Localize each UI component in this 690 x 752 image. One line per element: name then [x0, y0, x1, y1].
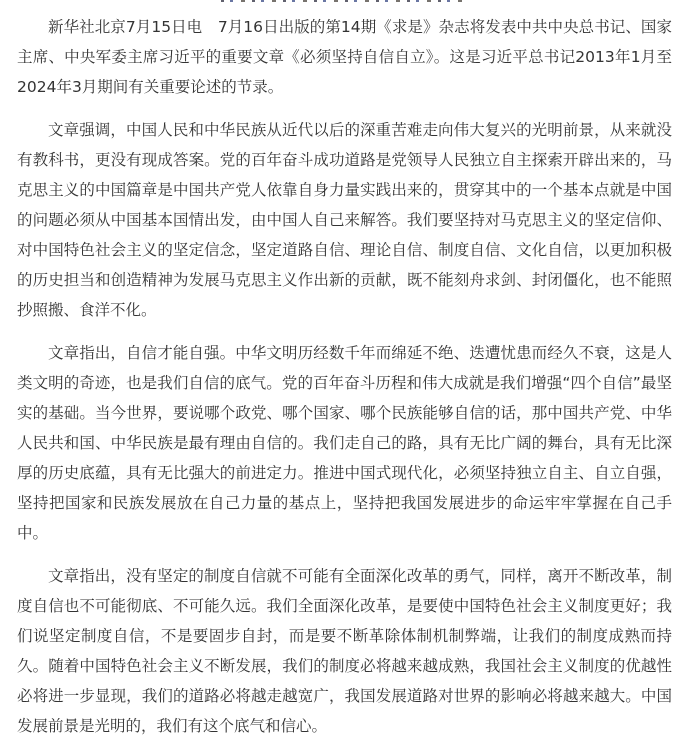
article-paragraph: 文章指出，没有坚定的制度自信就不可能有全面深化改革的勇气，同样，离开不断改革，制度自信也不可能彻底、不可能久远。我们全面深化改革，是要使中国特色社会主义制度更好；我们说坚定制度自信，不是要固步自封，而是要不断革除体制机制弊端，让我们的制度成熟而持久。随着中国特色社会主义不断发展，我们的制度必将越来越成熟，我国社会主义制度的优越性必将进一步显现，我们的道路必将越走越宽广，我国发展道路对世界的影响必将越来越大。中国发展前景是光明的，我们有这个底气和信心。 [17, 567, 672, 735]
article-body [17, 12, 672, 741]
article-paragraph-dateline: 新华社北京7月15日电 7月16日出版的第14期《求是》杂志将发表中共中央总书记、国家主席、中央军委主席习近平的重要文章《必须坚持自信自立》。这是习近平总书记2013年1月至2024年3月期间有关重要论述的节录。 [17, 18, 672, 96]
clipped-heading-text-remnant [221, 0, 469, 2]
article-paragraph: 文章指出，自信才能自强。中华文明历经数千年而绵延不绝、迭遭忧患而经久不衰，这是人类文明的奇迹，也是我们自信的底气。党的百年奋斗历程和伟大成就是我们增强“四个自信”最坚实的基础。当今世界，要说哪个政党、哪个国家、哪个民族能够自信的话，那中国共产党、中华人民共和国、中华民族是最有理由自信的。我们走自己的路，具有无比广阔的舞台，具有无比深厚的历史底蕴，具有无比强大的前进定力。推进中国式现代化，必须坚持独立自主、自立自强，坚持把国家和民族发展放在自己力量的基点上，坚持把我国发展进步的命运牢牢掌握在自己手中。 [17, 344, 672, 542]
clipped-heading [17, 0, 672, 6]
article-paragraph: 文章强调，中国人民和中华民族从近代以后的深重苦难走向伟大复兴的光明前景，从来就没有教科书，更没有现成答案。党的百年奋斗成功道路是党领导人民独立自主探索开辟出来的，马克思主义的中国篇章是中国共产党人依靠自身力量实践出来的，贯穿其中的一个基本点就是中国的问题必须从中国基本国情出发，由中国人自己来解答。我们要坚持对马克思主义的坚定信仰、对中国特色社会主义的坚定信念，坚定道路自信、理论自信、制度自信、文化自信，以更加积极的历史担当和创造精神为发展马克思主义作出新的贡献，既不能刻舟求剑、封闭僵化，也不能照抄照搬、食洋不化。 [17, 121, 672, 319]
